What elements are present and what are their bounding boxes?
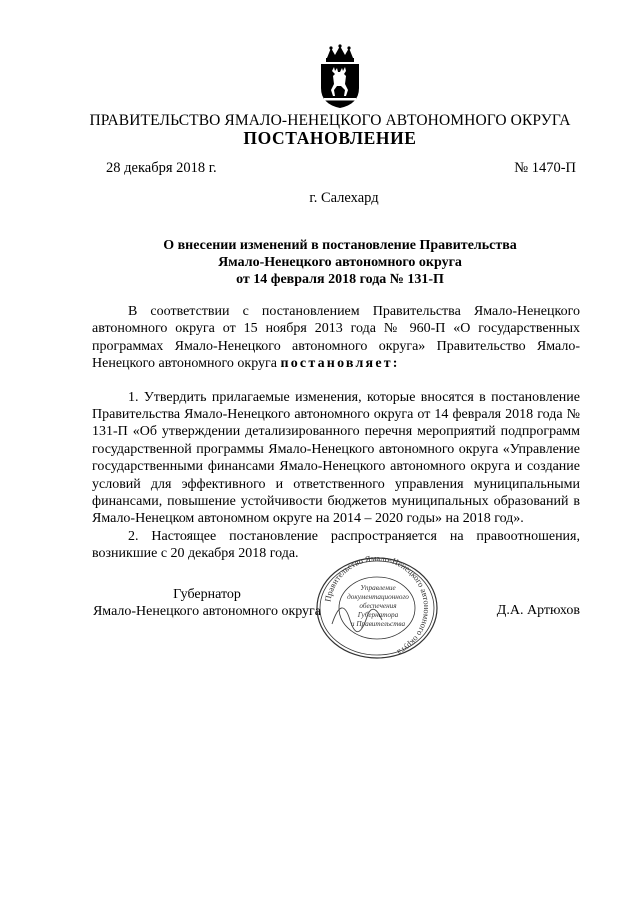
document-body — [92, 303, 580, 563]
signatory-title-line-2: Ямало-Ненецкого автономного округа — [92, 604, 322, 620]
organization-name: ПРАВИТЕЛЬСТВО ЯМАЛО-НЕНЕЦКОГО АВТОНОМНОГО ОКРУГА — [89, 112, 571, 129]
item-2-paragraph: 2. Настоящее постановление распространяется на правоотношения, возникшие с 20 декабря 2018 года. — [92, 528, 580, 562]
document-type: ПОСТАНОВЛЕНИЕ — [243, 128, 417, 148]
seal-ring-text: Правительство Ямало-Ненецкого автономного округа — [322, 554, 433, 658]
subject-line-2: Ямало-Ненецкого автономного округа — [218, 255, 462, 270]
document-number: № 1470-П — [514, 160, 576, 176]
signatory-title-line-1: Губернатор — [173, 587, 241, 602]
document-city: г. Салехард — [309, 190, 379, 206]
subject-line-3: от 14 февраля 2018 года № 131-П — [236, 272, 444, 287]
preamble-paragraph — [92, 303, 580, 373]
document-subject — [100, 237, 580, 288]
signatory-name: Д.А. Артюхов — [496, 603, 580, 618]
seal-center-line-4: Губернатора — [357, 611, 399, 619]
seal-center-line-3: обеспечения — [359, 602, 397, 610]
coat-of-arms-emblem — [318, 44, 362, 110]
seal-center-line-1: Управление — [360, 584, 396, 592]
official-seal-stamp — [312, 554, 442, 662]
resolves-word: постановляет: — [280, 356, 400, 372]
seal-center-line-5: и Правительства — [350, 620, 406, 628]
subject-line-1: О внесении изменений в постановление Правительства — [163, 238, 517, 253]
seal-center-line-2: документационного — [347, 593, 409, 601]
item-1-paragraph: 1. Утвердить прилагаемые изменения, которые вносятся в постановление Правительства Ямало-Ненецкого автономного округа от 14 февраля 2018 года № 131-П «Об утверждении детализированного перечня мероприятий подпрограмм государственной программы Ямало-Ненецкого автономного округа «Управление государственными финансами Ямало-Ненецкого автономного округа и создание условий для эффективного и ответственного управления муниципальными финансами, повышение устойчивости бюджетов муниципальных образований в Ямало-Ненецком автономном округе на 2014 – 2020 годы» на 2018 год». — [92, 389, 580, 527]
signatory-title — [92, 586, 322, 621]
document-date: 28 декабря 2018 г. — [106, 160, 217, 176]
preamble-text: В соответствии с постановлением Правительства Ямало-Ненецкого автономного округа от 15 ноября 2013 года № 960-П «О государственных программах Ямало-Ненецкого автономного округа» Правительство Ямало-Ненецкого автономного округа — [92, 304, 580, 372]
